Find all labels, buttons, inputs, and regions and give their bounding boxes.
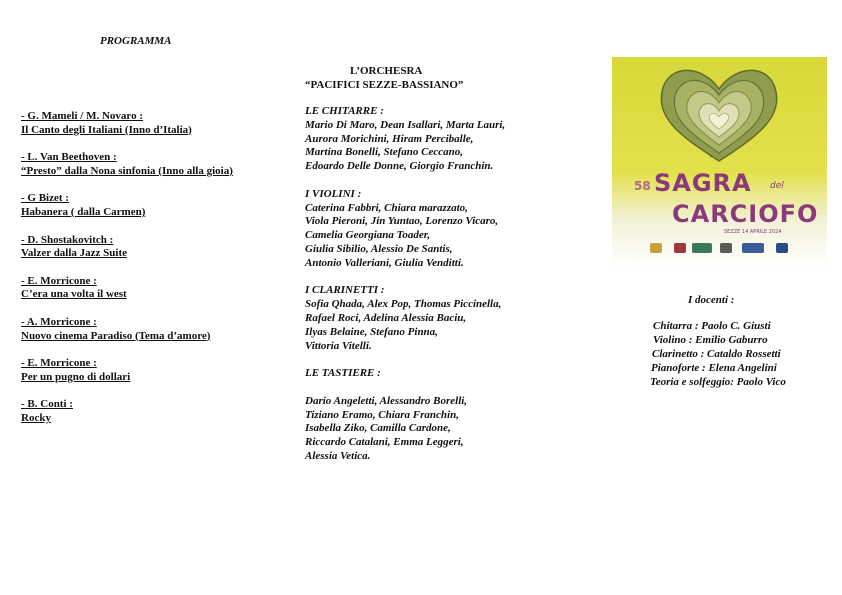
section-heading: LE CHITARRE : — [305, 105, 384, 117]
docente-item: Pianoforte : Elena Angelini — [651, 362, 777, 374]
name-line: Riccardo Catalani, Emma Leggeri, — [305, 436, 464, 449]
name-line: Martina Bonelli, Stefano Ceccano, — [305, 146, 463, 159]
poster-date: SEZZE 14 APRILE 2024 — [724, 229, 782, 235]
name-line: Camelia Georgiana Toader, — [305, 229, 431, 242]
name-line: Edoardo Delle Donne, Giorgio Franchin. — [305, 160, 494, 173]
poster-edition: 58 — [634, 179, 651, 193]
name-line: Alessia Vetica. — [305, 449, 371, 462]
programma-item — [21, 275, 291, 302]
name-line: Giulia Sibilio, Alessio De Santis, — [305, 242, 453, 255]
section-names — [305, 298, 605, 353]
sagra-poster-image — [612, 57, 827, 266]
name-line: Tiziano Eramo, Chiara Franchin, — [305, 408, 459, 421]
section-chitarre — [305, 105, 605, 174]
section-names — [305, 119, 605, 174]
name-line: Viola Pieroni, Jin Yuntao, Lorenzo Vicaro, — [305, 215, 499, 228]
poster-del: del — [770, 181, 784, 191]
section-names — [305, 395, 605, 464]
composer: - E. Morricone : — [21, 274, 97, 287]
piece: Rocky — [21, 411, 51, 424]
composer: - E. Morricone : — [21, 357, 97, 370]
sponsor-logo-icon — [720, 243, 732, 253]
orchestra-title — [305, 64, 495, 92]
name-line: Isabella Ziko, Camilla Cardone, — [305, 422, 451, 435]
name-line: Vittoria Vitelli. — [305, 339, 372, 352]
piece: Il Canto degli Italiani (Inno d’Italia) — [21, 123, 192, 136]
sponsor-logo-icon — [742, 243, 764, 253]
section-heading: I VIOLINI : — [305, 187, 362, 200]
section-tastiere — [305, 367, 605, 464]
name-line: Sofia Qhada, Alex Pop, Thomas Piccinella, — [305, 298, 502, 311]
poster-title-sagra: SAGRA — [654, 169, 752, 197]
composer: - G Bizet : — [21, 192, 69, 205]
section-clarinetti — [305, 284, 605, 353]
piece: Habanera ( dalla Carmen) — [21, 205, 146, 218]
name-line: Caterina Fabbri, Chiara marazzato, — [305, 201, 468, 214]
programma-item — [21, 151, 291, 178]
docente-item: Chitarra : Paolo C. Giusti — [653, 320, 771, 332]
sponsor-logo-icon — [674, 243, 686, 253]
section-heading: I CLARINETTI : — [305, 284, 385, 297]
piece: Nuovo cinema Paradiso (Tema d’amore) — [21, 329, 211, 342]
docenti-title: I docenti : — [688, 294, 735, 306]
section-names — [305, 202, 605, 271]
composer: - B. Conti : — [21, 398, 73, 411]
name-line: Ilyas Belaine, Stefano Pinna, — [305, 325, 438, 338]
artichoke-heart-icon — [612, 57, 827, 266]
programma-item — [21, 234, 291, 261]
programma-item — [21, 357, 291, 384]
docente-item: Violino : Emilio Gaburro — [653, 334, 768, 346]
name-line: Dario Angeletti, Alessandro Borelli, — [305, 394, 468, 407]
piece: Valzer dalla Jazz Suite — [21, 247, 128, 260]
docente-item: Teoria e solfeggio: Paolo Vico — [650, 376, 786, 388]
docente-item: Clarinetto : Cataldo Rossetti — [652, 348, 781, 360]
name-line: Rafael Roci, Adelina Alessia Baciu, — [305, 311, 467, 324]
poster-title-carciofo: CARCIOFO — [672, 200, 819, 228]
sponsor-logo-icon — [692, 243, 712, 253]
programma-title: PROGRAMMA — [100, 35, 172, 47]
programma-list — [21, 110, 291, 440]
orchestra-title-line2: “PACIFICI SEZZE-BASSIANO” — [305, 79, 464, 91]
composer: - A. Morricone : — [21, 315, 97, 328]
composer: - G. Mameli / M. Novaro : — [21, 110, 143, 122]
programma-item — [21, 192, 291, 219]
programma-item — [21, 398, 291, 425]
orchestra-sections — [305, 105, 605, 478]
name-line: Aurora Morichini, Hiram Perciballe, — [305, 132, 474, 145]
name-line: Mario Di Maro, Dean Isallari, Marta Lauri, — [305, 118, 506, 131]
composer: - D. Shostakovitch : — [21, 233, 114, 246]
sponsor-logo-icon — [650, 243, 662, 253]
name-line: Antonio Valleriani, Giulia Venditti. — [305, 256, 464, 269]
piece: Per un pugno di dollari — [21, 370, 131, 383]
composer: - L. Van Beethoven : — [21, 151, 117, 164]
programma-item — [21, 110, 291, 137]
programma-item — [21, 316, 291, 343]
orchestra-title-line1: L’ORCHESRA — [350, 65, 423, 77]
docenti-list — [650, 319, 840, 389]
piece: “Presto” dalla Nona sinfonia (Inno alla gioia) — [21, 164, 233, 177]
piece: C’era una volta il west — [21, 288, 127, 301]
section-heading: LE TASTIERE : — [305, 367, 381, 380]
sponsor-logo-icon — [776, 243, 788, 253]
section-violini — [305, 188, 605, 271]
